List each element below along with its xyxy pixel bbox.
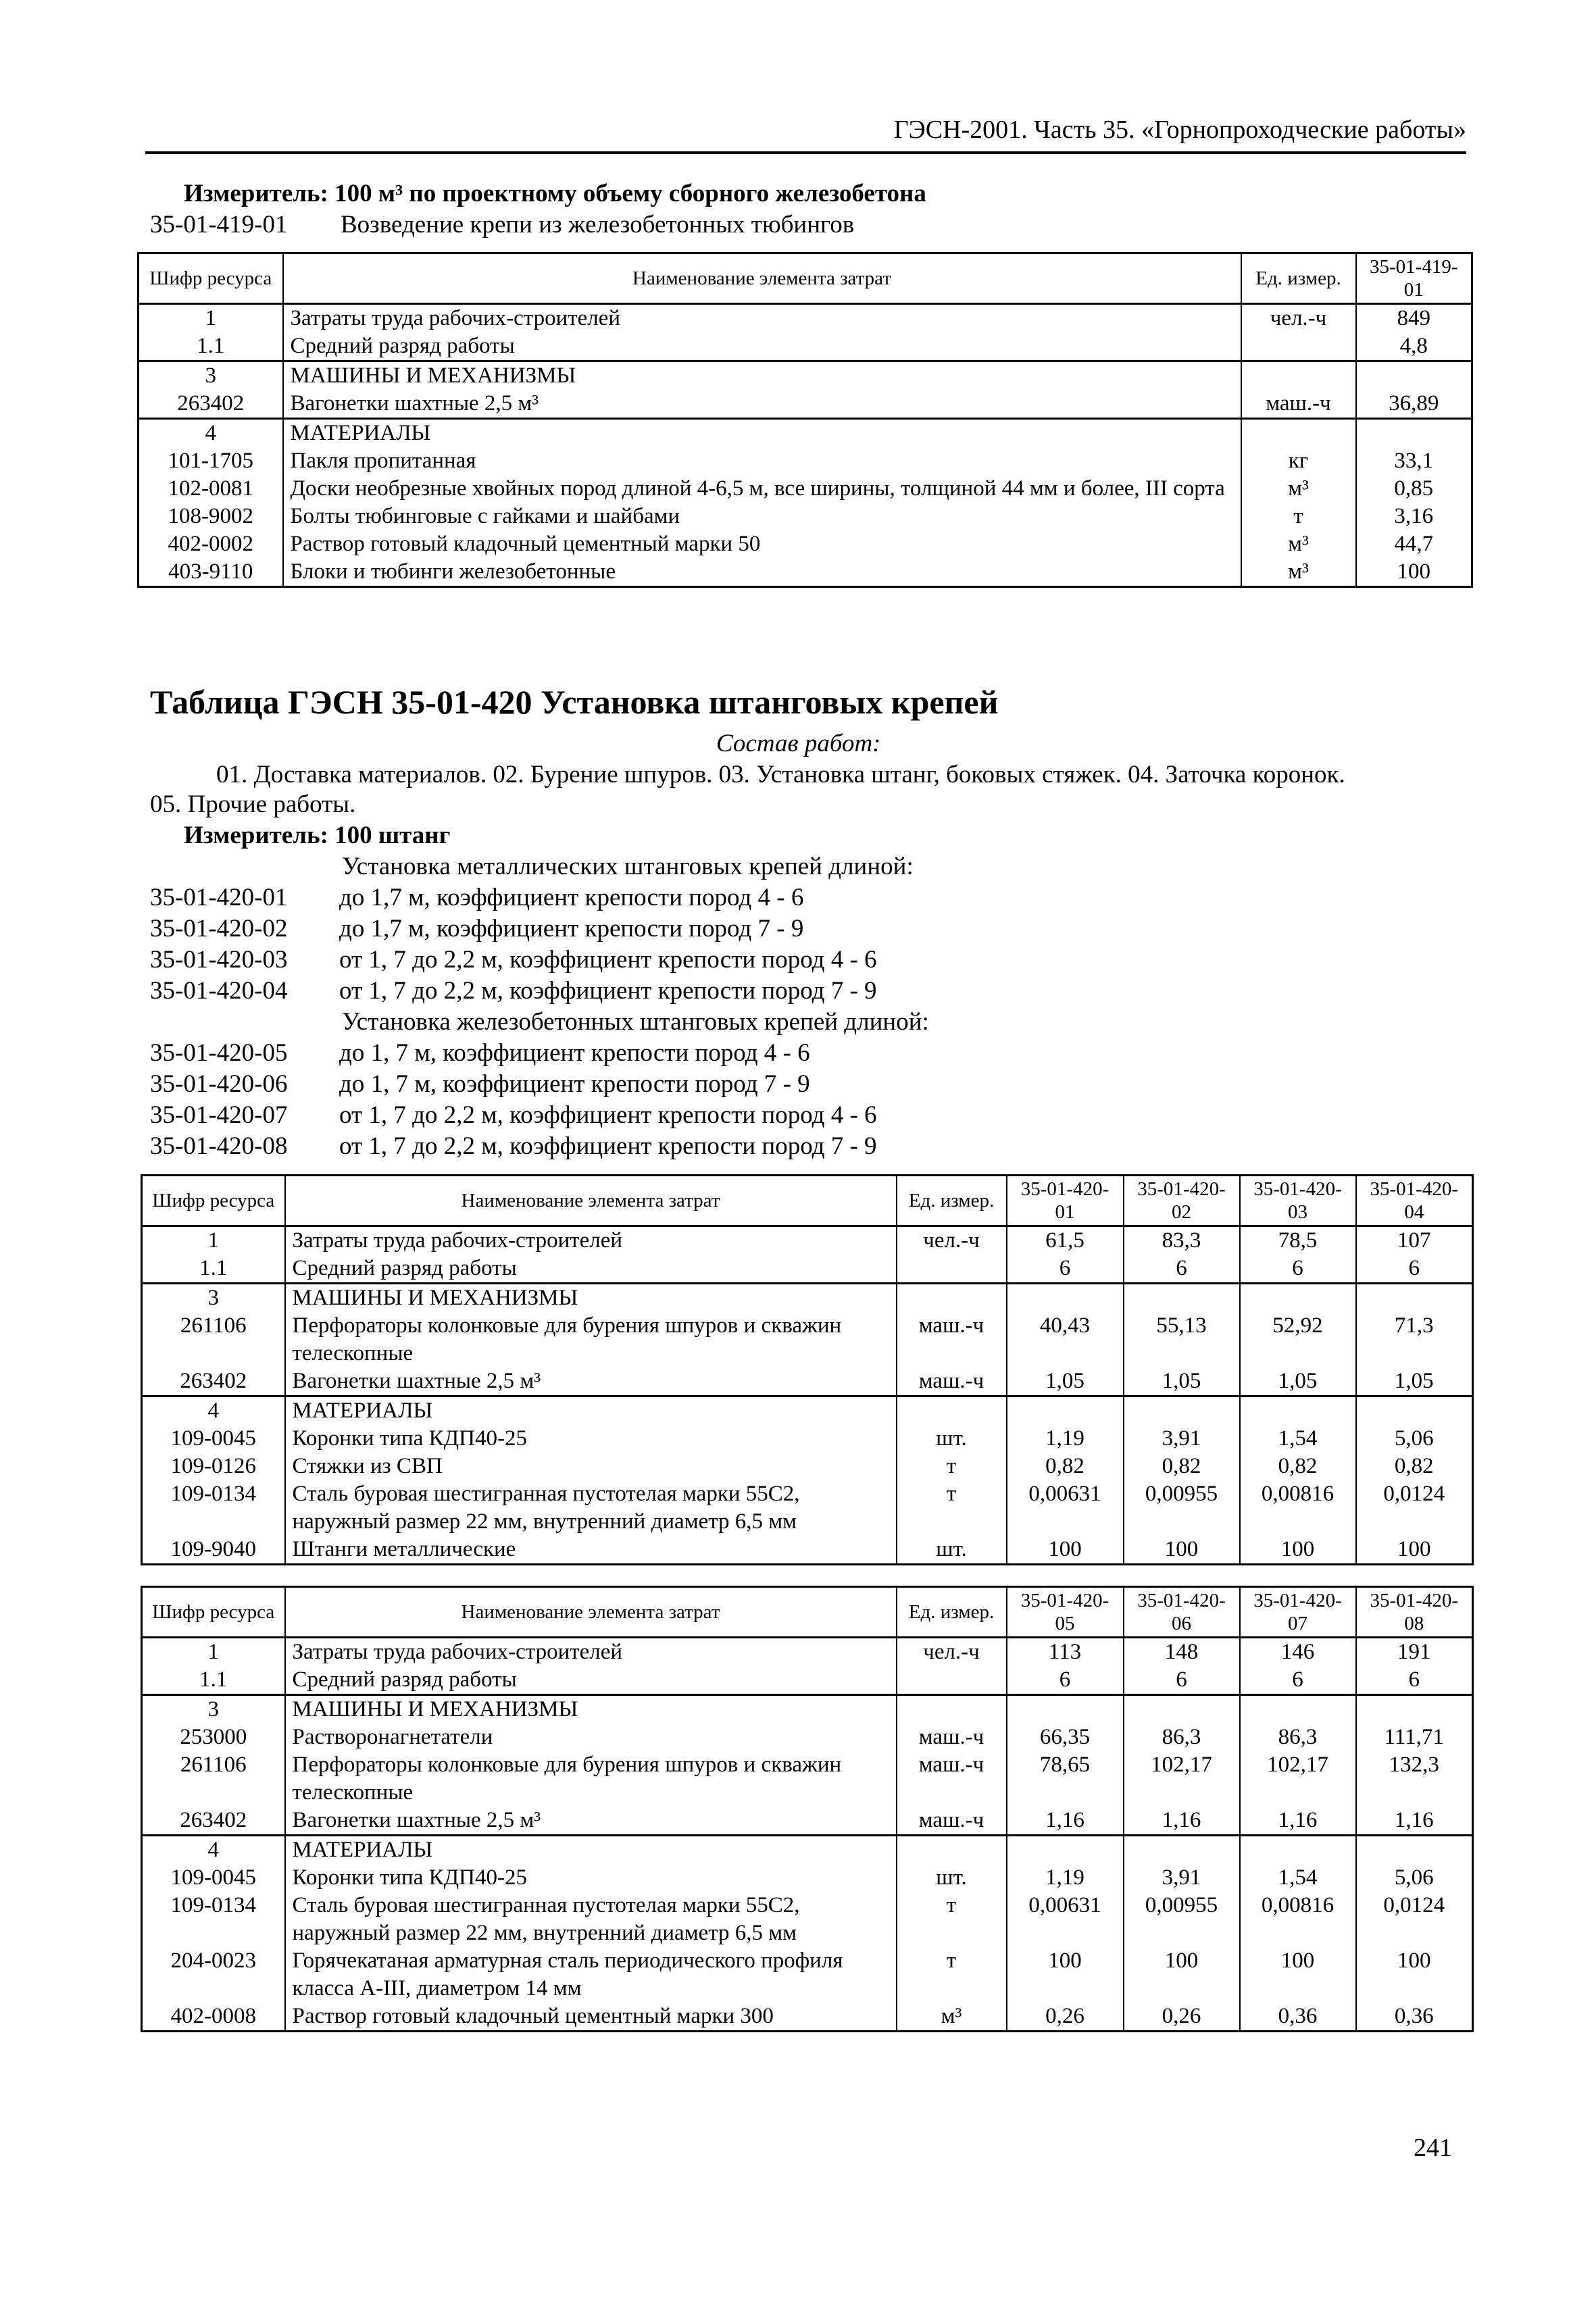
cell-value-3: 0,82 — [1240, 1453, 1356, 1480]
rate-item-code: 35-01-420-06 — [150, 1070, 288, 1098]
table-row — [142, 1425, 1473, 1453]
cell-value-4: 0,0124 — [1356, 1480, 1473, 1536]
header-code: Шифр ресурса — [142, 1587, 285, 1638]
cell-value-4: 6 — [1356, 1666, 1473, 1695]
cell-value-1 — [1007, 1695, 1124, 1724]
cell-code: 263402 — [139, 390, 283, 419]
rate-item — [150, 1100, 877, 1131]
cell-name: Раствор готовый кладочный цементный марки 300 — [285, 2003, 897, 2032]
cell-code: 4 — [139, 419, 283, 448]
cell-name: Вагонетки шахтные 2,5 м³ — [283, 390, 1241, 419]
rate-item — [150, 1038, 810, 1069]
rate-item-text: до 1, 7 м, коэффициент крепости пород 7 - 9 — [339, 1070, 810, 1098]
group-title-metal: Установка металлических штанговых крепей длиной: — [342, 853, 914, 880]
cell-unit: т — [897, 1947, 1007, 2003]
header-col-4: 35-01-420-08 — [1356, 1587, 1473, 1638]
cell-unit — [897, 1284, 1007, 1313]
cell-name: Средний разряд работы — [283, 332, 1241, 361]
cell-value-1: 1,19 — [1007, 1864, 1124, 1892]
cell-code: 204-0023 — [142, 1947, 285, 2003]
header-code: Шифр ресурса — [142, 1176, 285, 1226]
cell-name: Сталь буровая шестигранная пустотелая марки 55С2, наружный размер 22 мм, внутренний диаметр 6,5 мм — [285, 1480, 897, 1536]
group-title-concrete: Установка железобетонных штанговых крепей длиной: — [342, 1008, 929, 1036]
cell-value-4: 191 — [1356, 1638, 1473, 1667]
cell-value-1: 6 — [1007, 1666, 1124, 1695]
cell-name: Вагонетки шахтные 2,5 м³ — [285, 1807, 897, 1836]
table-row — [142, 1751, 1473, 1807]
cell-value-1: 78,65 — [1007, 1751, 1124, 1807]
cell-code: 1 — [142, 1638, 285, 1667]
table-row — [142, 1892, 1473, 1947]
cell-code: 1 — [139, 304, 283, 333]
cell-unit: маш.-ч — [897, 1367, 1007, 1397]
cell-value-1 — [1007, 1284, 1124, 1313]
cell-value-3: 6 — [1240, 1666, 1356, 1695]
cell-name: Перфораторы колонковые для бурения шпуров и скважин телескопные — [285, 1312, 897, 1367]
rate-text-419: Возведение крепи из железобетонных тюбингов — [340, 211, 855, 238]
table-row — [142, 1724, 1473, 1751]
header-name: Наименование элемента затрат — [285, 1587, 897, 1638]
cell-value-4: 71,3 — [1356, 1312, 1473, 1367]
table-row — [142, 1480, 1473, 1536]
cell-value-2: 6 — [1124, 1666, 1240, 1695]
cell-unit: маш.-ч — [897, 1312, 1007, 1367]
cell-value-4: 0,36 — [1356, 2003, 1473, 2032]
cell-value-1: 1,16 — [1007, 1807, 1124, 1836]
cell-value-2: 6 — [1124, 1255, 1240, 1284]
cell-value-1: 0,85 — [1356, 475, 1472, 503]
table-row — [142, 1638, 1473, 1667]
table-row — [139, 503, 1472, 530]
cell-value-2: 83,3 — [1124, 1226, 1240, 1255]
rate-item — [150, 1069, 810, 1100]
cell-value-2 — [1124, 1397, 1240, 1426]
cell-unit: т — [897, 1480, 1007, 1536]
header-col-1: 35-01-420-01 — [1007, 1176, 1124, 1226]
cell-value-4 — [1356, 1397, 1473, 1426]
cell-unit: маш.-ч — [897, 1807, 1007, 1836]
rate-item — [150, 945, 877, 976]
rate-item-code: 35-01-420-08 — [150, 1132, 288, 1160]
cell-value-4: 107 — [1356, 1226, 1473, 1255]
meter-line-419: Измеритель: 100 м³ по проектному объему сборного железобетона — [184, 180, 926, 207]
table-row — [142, 1695, 1473, 1724]
cell-name: Растворонагнетатели — [285, 1724, 897, 1751]
table-row — [142, 1312, 1473, 1367]
cell-value-4: 100 — [1356, 1947, 1473, 2003]
composition-line-1: 01. Доставка материалов. 02. Бурение шпуров. 03. Установка штанг, боковых стяжек. 04. Заточка коронок. — [216, 761, 1345, 788]
cell-value-2: 100 — [1124, 1536, 1240, 1565]
cell-value-4: 1,16 — [1356, 1807, 1473, 1836]
cell-code: 261106 — [142, 1312, 285, 1367]
rate-item-text: от 1, 7 до 2,2 м, коэффициент крепости пород 4 - 6 — [339, 1101, 877, 1129]
cell-code: 109-0134 — [142, 1892, 285, 1947]
cell-value-2 — [1124, 1836, 1240, 1865]
table-row — [142, 1255, 1473, 1284]
cell-unit: маш.-ч — [897, 1724, 1007, 1751]
cell-name: Блоки и тюбинги железобетонные — [283, 558, 1241, 587]
cell-name: Затраты труда рабочих-строителей — [283, 304, 1241, 333]
rate-item-text: от 1, 7 до 2,2 м, коэффициент крепости пород 7 - 9 — [339, 977, 877, 1005]
header-col-1: 35-01-420-05 — [1007, 1587, 1124, 1638]
rate-code-419: 35-01-419-01 — [150, 211, 288, 238]
cell-unit: чел.-ч — [897, 1226, 1007, 1255]
table-row — [139, 361, 1472, 391]
cell-code: 1.1 — [142, 1255, 285, 1284]
cell-name: Средний разряд работы — [285, 1255, 897, 1284]
header-col-3: 35-01-420-07 — [1240, 1587, 1356, 1638]
cell-value-2: 1,05 — [1124, 1367, 1240, 1397]
cell-value-1: 849 — [1356, 304, 1472, 333]
cell-unit: кг — [1241, 447, 1356, 475]
cell-value-2: 102,17 — [1124, 1751, 1240, 1807]
cell-unit — [897, 1397, 1007, 1426]
cell-value-1 — [1007, 1836, 1124, 1865]
cell-value-1 — [1007, 1397, 1124, 1426]
rate-item-code: 35-01-420-05 — [150, 1039, 288, 1067]
cell-value-1: 113 — [1007, 1638, 1124, 1667]
cell-value-3: 0,36 — [1240, 2003, 1356, 2032]
cell-value-3 — [1240, 1284, 1356, 1313]
rate-item-code: 35-01-420-04 — [150, 977, 288, 1005]
cost-table-419 — [137, 252, 1473, 588]
cell-value-2: 0,00955 — [1124, 1892, 1240, 1947]
cell-value-3: 1,05 — [1240, 1367, 1356, 1397]
cell-value-1: 100 — [1007, 1536, 1124, 1565]
cell-name: МАШИНЫ И МЕХАНИЗМЫ — [285, 1284, 897, 1313]
cell-value-2: 100 — [1124, 1947, 1240, 2003]
cell-code: 109-9040 — [142, 1536, 285, 1565]
rate-item-text: до 1,7 м, коэффициент крепости пород 7 - 9 — [339, 915, 804, 942]
cell-code: 3 — [139, 361, 283, 391]
cell-code: 253000 — [142, 1724, 285, 1751]
rate-item-code: 35-01-420-03 — [150, 946, 288, 974]
rate-item-code: 35-01-420-01 — [150, 884, 288, 911]
cell-value-3: 78,5 — [1240, 1226, 1356, 1255]
cell-value-3: 86,3 — [1240, 1724, 1356, 1751]
cell-value-4 — [1356, 1284, 1473, 1313]
cell-value-4 — [1356, 1836, 1473, 1865]
cell-value-4: 5,06 — [1356, 1864, 1473, 1892]
cell-name: Перфораторы колонковые для бурения шпуров и скважин телескопные — [285, 1751, 897, 1807]
cell-value-3: 52,92 — [1240, 1312, 1356, 1367]
cell-value-4: 0,0124 — [1356, 1892, 1473, 1947]
cell-unit: м³ — [1241, 558, 1356, 587]
cell-value-3 — [1240, 1397, 1356, 1426]
cell-unit: м³ — [1241, 530, 1356, 558]
cell-value-4: 1,05 — [1356, 1367, 1473, 1397]
rate-item-text: от 1, 7 до 2,2 м, коэффициент крепости пород 7 - 9 — [339, 1132, 877, 1160]
table-row — [142, 1864, 1473, 1892]
cell-code: 261106 — [142, 1751, 285, 1807]
cell-unit: маш.-ч — [897, 1751, 1007, 1807]
table-row — [142, 1807, 1473, 1836]
cell-code: 109-0134 — [142, 1480, 285, 1536]
cell-code: 102-0081 — [139, 475, 283, 503]
cell-value-4: 132,3 — [1356, 1751, 1473, 1807]
cell-value-3: 1,54 — [1240, 1425, 1356, 1453]
rate-item-text: от 1, 7 до 2,2 м, коэффициент крепости пород 4 - 6 — [339, 946, 877, 974]
cell-code: 101-1705 — [139, 447, 283, 475]
cell-value-4: 5,06 — [1356, 1425, 1473, 1453]
rate-item — [150, 976, 877, 1007]
cell-value-3: 102,17 — [1240, 1751, 1356, 1807]
cell-unit — [897, 1836, 1007, 1865]
cell-unit — [1241, 332, 1356, 361]
cell-name: МАТЕРИАЛЫ — [285, 1397, 897, 1426]
cell-code: 1.1 — [139, 332, 283, 361]
cell-value-4: 0,82 — [1356, 1453, 1473, 1480]
cell-value-1: 0,26 — [1007, 2003, 1124, 2032]
running-header: ГЭСН-2001. Часть 35. «Горнопроходческие работы» — [145, 114, 1466, 154]
table-row — [139, 332, 1472, 361]
cell-name: Сталь буровая шестигранная пустотелая марки 55С2, наружный размер 22 мм, внутренний диаметр 6,5 мм — [285, 1892, 897, 1947]
rate-item-text: до 1, 7 м, коэффициент крепости пород 4 - 6 — [339, 1039, 810, 1067]
rate-title-419 — [150, 209, 854, 241]
cell-unit: т — [1241, 503, 1356, 530]
cell-code: 109-0126 — [142, 1453, 285, 1480]
header-col-4: 35-01-420-04 — [1356, 1176, 1473, 1226]
table-row — [139, 419, 1472, 448]
cell-unit: т — [897, 1892, 1007, 1947]
cell-value-2: 1,16 — [1124, 1807, 1240, 1836]
cell-code: 3 — [142, 1284, 285, 1313]
cell-unit — [1241, 361, 1356, 391]
table-row — [139, 447, 1472, 475]
cell-code: 109-0045 — [142, 1425, 285, 1453]
table-row — [142, 1367, 1473, 1397]
rate-item — [150, 913, 803, 945]
cell-value-2: 3,91 — [1124, 1864, 1240, 1892]
table-row — [139, 530, 1472, 558]
cell-unit — [897, 1666, 1007, 1695]
cell-value-3 — [1240, 1836, 1356, 1865]
rate-item-code: 35-01-420-02 — [150, 915, 288, 942]
table-row — [142, 1453, 1473, 1480]
cell-name: Пакля пропитанная — [283, 447, 1241, 475]
cell-name: Штанги металлические — [285, 1536, 897, 1565]
cell-value-1: 1,05 — [1007, 1367, 1124, 1397]
cell-value-2: 86,3 — [1124, 1724, 1240, 1751]
header-col-2: 35-01-420-06 — [1124, 1587, 1240, 1638]
table-row — [139, 475, 1472, 503]
cell-code: 1.1 — [142, 1666, 285, 1695]
header-col-3: 35-01-420-03 — [1240, 1176, 1356, 1226]
rate-item-text: до 1,7 м, коэффициент крепости пород 4 - 6 — [339, 884, 804, 911]
cell-code: 263402 — [142, 1807, 285, 1836]
header-name: Наименование элемента затрат — [285, 1176, 897, 1226]
cell-code: 402-0002 — [139, 530, 283, 558]
cell-value-1: 40,43 — [1007, 1312, 1124, 1367]
table-row — [139, 558, 1472, 587]
cell-value-1 — [1356, 419, 1472, 448]
cell-code: 1 — [142, 1226, 285, 1255]
cell-value-4 — [1356, 1695, 1473, 1724]
header-col-2: 35-01-420-02 — [1124, 1176, 1240, 1226]
cell-value-3: 0,00816 — [1240, 1480, 1356, 1536]
cell-unit: чел.-ч — [897, 1638, 1007, 1667]
cell-value-1: 100 — [1356, 558, 1472, 587]
cell-name: Вагонетки шахтные 2,5 м³ — [285, 1367, 897, 1397]
cell-value-3: 100 — [1240, 1536, 1356, 1565]
cell-value-3: 146 — [1240, 1638, 1356, 1667]
cell-value-2 — [1124, 1284, 1240, 1313]
cell-code: 4 — [142, 1836, 285, 1865]
section-title: Таблица ГЭСН 35-01-420 Установка штанговых крепей — [150, 683, 999, 721]
table-row — [139, 390, 1472, 419]
cell-value-2: 3,91 — [1124, 1425, 1240, 1453]
cell-unit: маш.-ч — [1241, 390, 1356, 419]
cell-value-2: 0,26 — [1124, 2003, 1240, 2032]
table-row — [142, 1284, 1473, 1313]
cost-table-420-b — [141, 1586, 1474, 2032]
cell-code: 403-9110 — [139, 558, 283, 587]
cell-name: Болты тюбинговые с гайками и шайбами — [283, 503, 1241, 530]
cell-name: МАШИНЫ И МЕХАНИЗМЫ — [283, 361, 1241, 391]
cell-code: 109-0045 — [142, 1864, 285, 1892]
rate-item — [150, 882, 803, 913]
header-unit: Ед. измер. — [897, 1176, 1007, 1226]
cell-value-1: 4,8 — [1356, 332, 1472, 361]
cell-name: Стяжки из СВП — [285, 1453, 897, 1480]
cost-table-420-a — [141, 1174, 1474, 1565]
cell-unit: шт. — [897, 1536, 1007, 1565]
header-unit: Ед. измер. — [1241, 253, 1356, 304]
cell-code: 402-0008 — [142, 2003, 285, 2032]
composition-line-2: 05. Прочие работы. — [150, 790, 356, 818]
cell-unit — [897, 1255, 1007, 1284]
cell-value-1: 1,19 — [1007, 1425, 1124, 1453]
header-name: Наименование элемента затрат — [283, 253, 1241, 304]
cell-value-2: 55,13 — [1124, 1312, 1240, 1367]
header-unit: Ед. измер. — [897, 1587, 1007, 1638]
cell-value-2 — [1124, 1695, 1240, 1724]
cell-code: 4 — [142, 1397, 285, 1426]
cell-name: Доски необрезные хвойных пород длиной 4-6,5 м, все ширины, толщиной 44 мм и более, III сорта — [283, 475, 1241, 503]
cell-name: Горячекатаная арматурная сталь периодического профиля класса А-III, диаметром 14 мм — [285, 1947, 897, 2003]
cell-value-4: 111,71 — [1356, 1724, 1473, 1751]
cell-value-2: 148 — [1124, 1638, 1240, 1667]
cell-unit: шт. — [897, 1425, 1007, 1453]
cell-value-2: 0,82 — [1124, 1453, 1240, 1480]
cell-name: Коронки типа КДП40-25 — [285, 1425, 897, 1453]
cell-unit: м³ — [1241, 475, 1356, 503]
cell-value-1: 61,5 — [1007, 1226, 1124, 1255]
cell-value-1: 44,7 — [1356, 530, 1472, 558]
cell-unit: чел.-ч — [1241, 304, 1356, 333]
cell-value-4: 6 — [1356, 1255, 1473, 1284]
cell-value-1: 100 — [1007, 1947, 1124, 2003]
header-code: Шифр ресурса — [139, 253, 283, 304]
cell-value-1 — [1356, 361, 1472, 391]
cell-code: 263402 — [142, 1367, 285, 1397]
rate-item-code: 35-01-420-07 — [150, 1101, 288, 1129]
cell-unit: т — [897, 1453, 1007, 1480]
table-row — [142, 1536, 1473, 1565]
meter-line-420: Измеритель: 100 штанг — [184, 822, 451, 849]
table-row — [142, 1397, 1473, 1426]
cell-value-1: 66,35 — [1007, 1724, 1124, 1751]
cell-unit: м³ — [897, 2003, 1007, 2032]
table-row — [139, 304, 1472, 333]
cell-name: Коронки типа КДП40-25 — [285, 1864, 897, 1892]
cell-name: Раствор готовый кладочный цементный марки 50 — [283, 530, 1241, 558]
cell-value-1: 36,89 — [1356, 390, 1472, 419]
cell-value-3: 0,00816 — [1240, 1892, 1356, 1947]
cell-value-3: 100 — [1240, 1947, 1356, 2003]
cell-value-1: 6 — [1007, 1255, 1124, 1284]
cell-name: МАТЕРИАЛЫ — [285, 1836, 897, 1865]
cell-unit — [897, 1695, 1007, 1724]
cell-value-1: 3,16 — [1356, 503, 1472, 530]
cell-value-1: 0,00631 — [1007, 1892, 1124, 1947]
cell-value-4: 100 — [1356, 1536, 1473, 1565]
cell-value-2: 0,00955 — [1124, 1480, 1240, 1536]
table-row — [142, 1947, 1473, 2003]
cell-code: 108-9002 — [139, 503, 283, 530]
composition-label: Состав работ: — [716, 730, 881, 757]
cell-value-3: 1,54 — [1240, 1864, 1356, 1892]
cell-value-3: 6 — [1240, 1255, 1356, 1284]
cell-name: МАШИНЫ И МЕХАНИЗМЫ — [285, 1695, 897, 1724]
header-col-1: 35-01-419-01 — [1356, 253, 1472, 304]
cell-name: Средний разряд работы — [285, 1666, 897, 1695]
rate-item — [150, 1131, 877, 1162]
cell-name: Затраты труда рабочих-строителей — [285, 1226, 897, 1255]
cell-code: 3 — [142, 1695, 285, 1724]
cell-name: Затраты труда рабочих-строителей — [285, 1638, 897, 1667]
table-row — [142, 1836, 1473, 1865]
cell-value-1: 0,82 — [1007, 1453, 1124, 1480]
cell-value-1: 33,1 — [1356, 447, 1472, 475]
cell-name: МАТЕРИАЛЫ — [283, 419, 1241, 448]
table-row — [142, 1226, 1473, 1255]
cell-unit: шт. — [897, 1864, 1007, 1892]
table-row — [142, 2003, 1473, 2032]
table-row — [142, 1666, 1473, 1695]
cell-value-3: 1,16 — [1240, 1807, 1356, 1836]
cell-value-1: 0,00631 — [1007, 1480, 1124, 1536]
page-number: 241 — [1414, 2134, 1452, 2162]
cell-value-3 — [1240, 1695, 1356, 1724]
cell-unit — [1241, 419, 1356, 448]
